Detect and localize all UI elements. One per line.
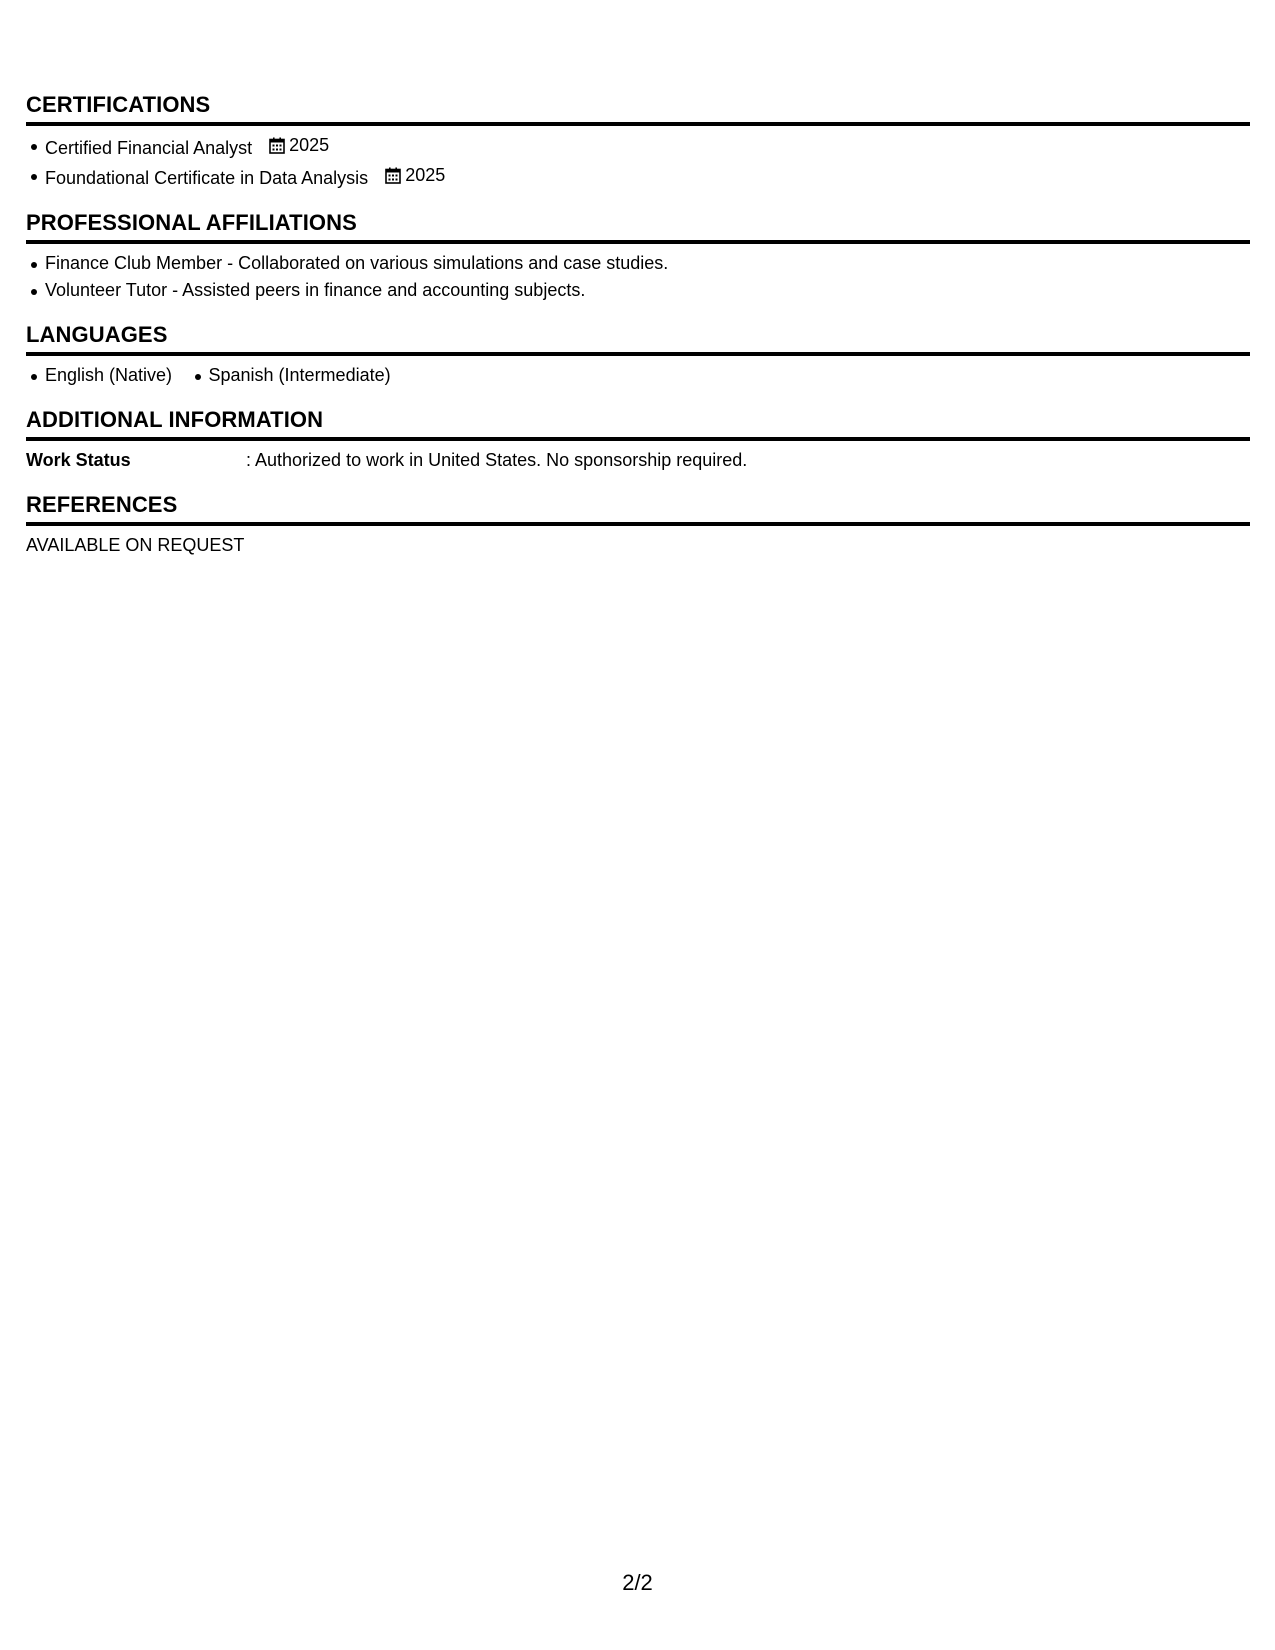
certification-date [385,162,445,189]
languages-section [26,322,1250,389]
page-number: 2/2 [622,1570,653,1595]
certifications-heading: CERTIFICATIONS [26,92,1250,126]
languages-heading: LANGUAGES [26,322,1250,356]
calendar-icon [269,137,285,154]
work-status-row [26,447,1250,474]
certification-year: 2025 [289,135,330,155]
references-heading: REFERENCES [26,492,1250,526]
list-item [45,162,1250,192]
certification-name: Certified Financial Analyst [45,138,253,158]
list-item [45,132,1250,162]
affiliations-heading: PROFESSIONAL AFFILIATIONS [26,210,1250,244]
list-item: Spanish (Intermediate) [209,362,391,389]
work-status-label: Work Status [26,450,131,470]
list-item: English (Native) [45,362,172,389]
list-item: Finance Club Member - Collaborated on various simulations and case studies. [45,250,1250,277]
additional-info-heading: ADDITIONAL INFORMATION [26,407,1250,441]
affiliations-list [26,250,1250,304]
calendar-icon [385,167,401,184]
certification-year: 2025 [405,165,446,185]
resume-page [26,92,1250,577]
references-text: AVAILABLE ON REQUEST [26,535,245,555]
list-item: Volunteer Tutor - Assisted peers in finance and accounting subjects. [45,277,1250,304]
references-section [26,492,1250,559]
certifications-list [26,132,1250,192]
certification-date [269,132,329,159]
certifications-section [26,92,1250,192]
certification-name: Foundational Certificate in Data Analysis [45,168,369,188]
additional-info-section [26,407,1250,474]
languages-list [26,362,1250,389]
affiliations-section [26,210,1250,304]
work-status-value: : Authorized to work in United States. No sponsorship required. [246,450,748,470]
